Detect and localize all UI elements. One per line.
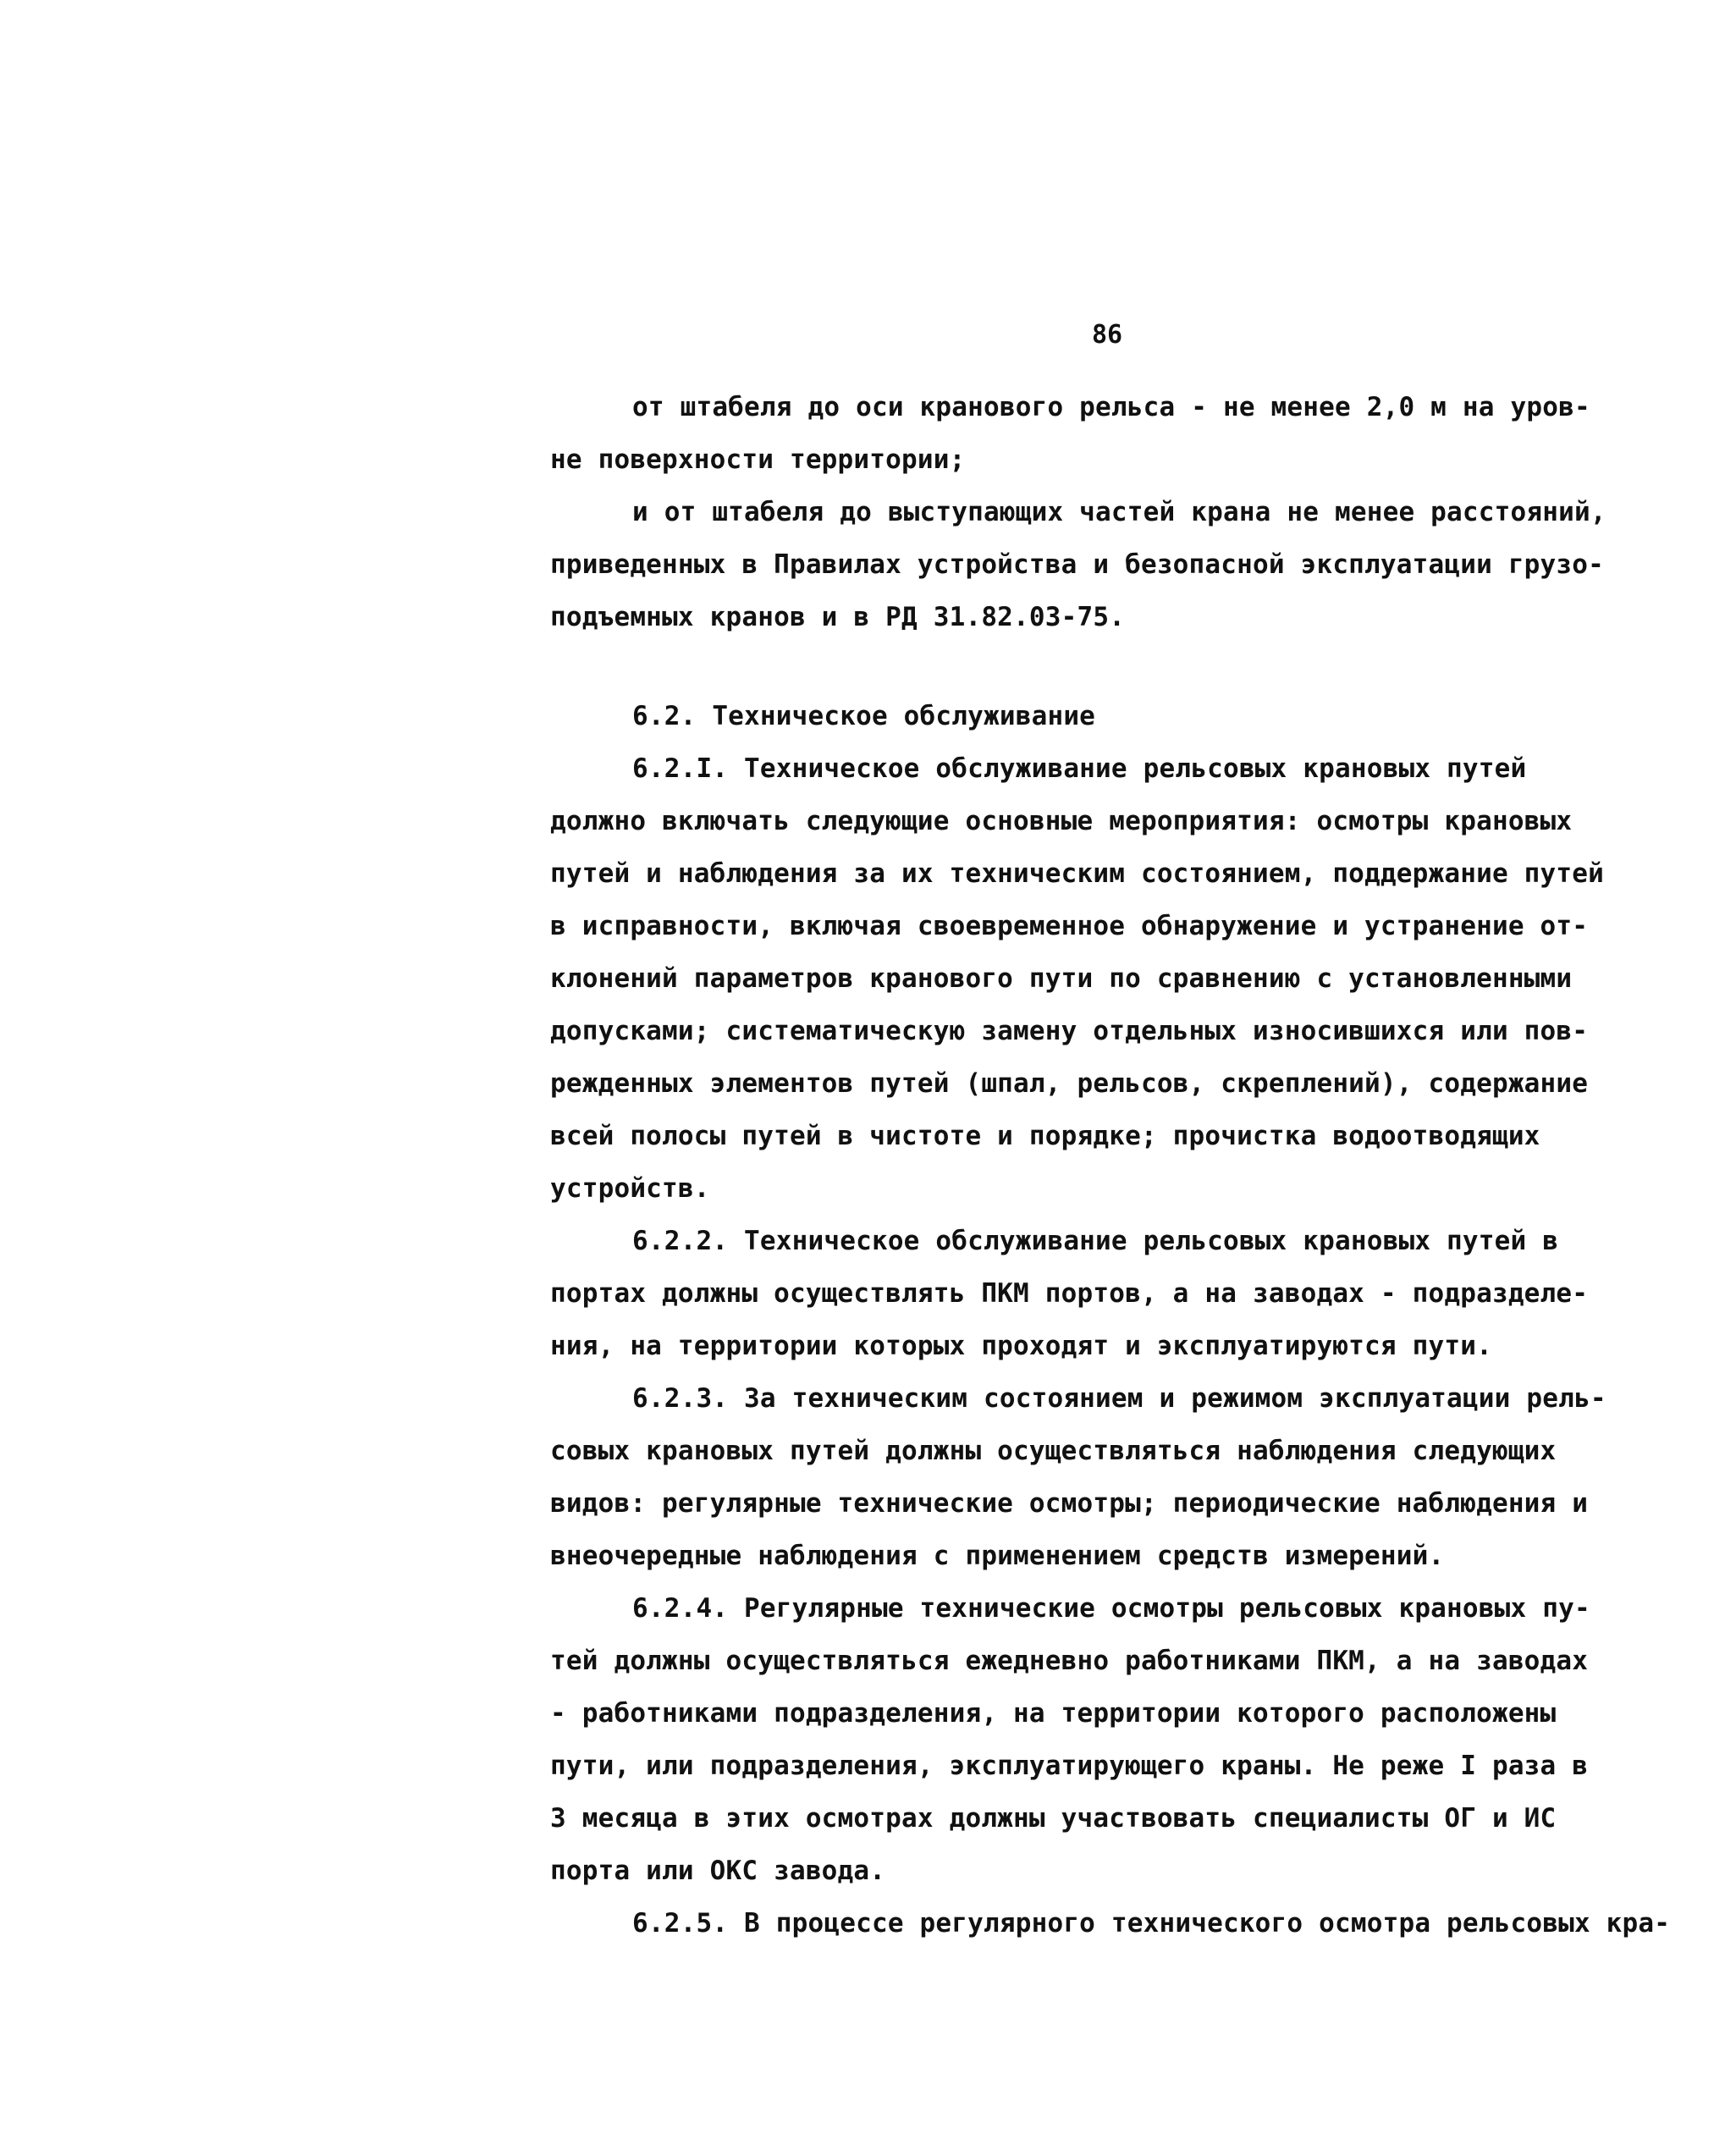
text-line: портах должны осуществлять ПКМ портов, а на заводах - подразделе-: [550, 1278, 1589, 1309]
text-line: и от штабеля до выступающих частей крана не менее расстояний,: [632, 497, 1606, 527]
text-line: 6.2.5. В процессе регулярного технического осмотра рельсовых кра-: [632, 1908, 1671, 1939]
text-line: от штабеля до оси кранового рельса - не менее 2,0 м на уров-: [632, 392, 1590, 422]
text-line: подъемных кранов и в РД 31.82.03-75.: [550, 602, 1126, 632]
text-line: порта или ОКС завода.: [550, 1856, 886, 1886]
text-line: совых крановых путей должны осуществляться наблюдения следующих: [550, 1436, 1557, 1466]
text-line: 6.2.I. Техническое обслуживание рельсовых крановых путей: [632, 753, 1527, 784]
text-line: должно включать следующие основные мероприятия: осмотры крановых: [550, 806, 1573, 836]
page-number: 86: [1092, 320, 1123, 350]
text-line: - работниками подразделения, на территории которого расположены: [550, 1698, 1557, 1729]
text-line: ния, на территории которых проходят и эксплуатируются пути.: [550, 1331, 1492, 1361]
text-line: внеочередные наблюдения с применением средств измерений.: [550, 1541, 1445, 1571]
text-line: тей должны осуществляться ежедневно работниками ПКМ, а на заводах: [550, 1646, 1589, 1676]
text-line: приведенных в Правилах устройства и безопасной эксплуатации грузо-: [550, 549, 1604, 580]
text-line: путей и наблюдения за их техническим состоянием, поддержание путей: [550, 858, 1604, 889]
text-line: не поверхности территории;: [550, 444, 966, 475]
text-line: 6.2.3. За техническим состоянием и режимом эксплуатации рель-: [632, 1383, 1606, 1414]
text-line: устройств.: [550, 1173, 710, 1204]
text-line: всей полосы путей в чистоте и порядке; прочистка водоотводящих: [550, 1121, 1540, 1151]
text-line: пути, или подразделения, эксплуатирующего краны. Не реже I раза в: [550, 1751, 1589, 1781]
text-line: клонений параметров кранового пути по сравнению с установленными: [550, 963, 1573, 994]
section-heading: 6.2. Техническое обслуживание: [632, 701, 1096, 731]
text-line: 6.2.4. Регулярные технические осмотры рельсовых крановых пу-: [632, 1593, 1590, 1624]
text-line: в исправности, включая своевременное обнаружение и устранение от-: [550, 911, 1589, 941]
text-line: допусками; систематическую замену отдельных износившихся или пов-: [550, 1016, 1589, 1046]
text-line: 3 месяца в этих осмотрах должны участвовать специалисты ОГ и ИС: [550, 1803, 1557, 1834]
text-line: режденных элементов путей (шпал, рельсов, скреплений), содержание: [550, 1068, 1589, 1099]
text-line: 6.2.2. Техническое обслуживание рельсовых крановых путей в: [632, 1226, 1559, 1256]
text-line: видов: регулярные технические осмотры; периодические наблюдения и: [550, 1488, 1589, 1519]
